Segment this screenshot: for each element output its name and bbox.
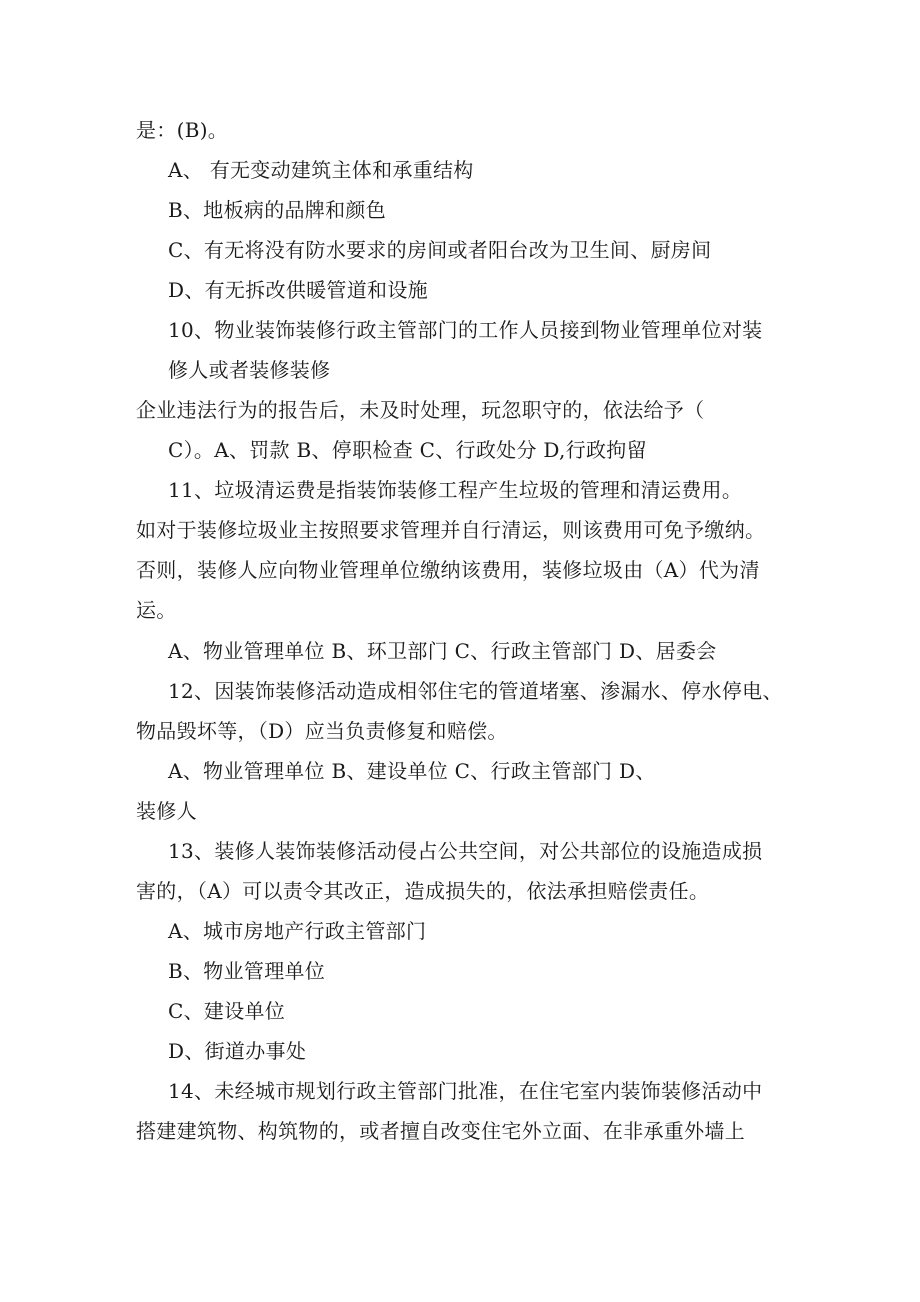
option-line: D、街道办事处 bbox=[168, 1039, 307, 1063]
option-line: A、城市房地产行政主管部门 bbox=[168, 919, 427, 943]
question-line: 12、因装饰装修活动造成相邻住宅的管道堵塞、渗漏水、停水停电、 bbox=[168, 679, 783, 703]
text-line: 否则，装修人应向物业管理单位缴纳该费用，装修垃圾由（A）代为清 bbox=[136, 558, 760, 582]
question-line: 13、装修人装饰装修活动侵占公共空间，对公共部位的设施造成损 bbox=[168, 839, 763, 863]
option-line: A、 有无变动建筑主体和承重结构 bbox=[168, 158, 474, 182]
option-line: C、建设单位 bbox=[168, 999, 286, 1023]
text-line: 物品毁坏等，（D）应当负责修复和赔偿。 bbox=[136, 719, 508, 743]
option-line: A、物业管理单位 B、环卫部门 C、行政主管部门 D、居委会 bbox=[168, 639, 717, 663]
text-line: 是：(B)。 bbox=[136, 118, 229, 142]
option-line: D、有无拆改供暖管道和设施 bbox=[168, 278, 428, 302]
question-line: 11、垃圾清运费是指装饰装修工程产生垃圾的管理和清运费用。 bbox=[168, 478, 743, 502]
option-line: B、地板病的品牌和颜色 bbox=[168, 198, 386, 222]
text-line: 装修人 bbox=[136, 799, 197, 823]
text-line: 害的，（A）可以责令其改正，造成损失的，依法承担赔偿责任。 bbox=[136, 879, 710, 903]
option-line: C）。A、罚款 B、停职检查 C、行政处分 D,行政拘留 bbox=[168, 438, 647, 462]
option-line: B、物业管理单位 bbox=[168, 959, 326, 983]
text-line: 如对于装修垃圾业主按照要求管理并自行清运，则该费用可免予缴纳。 bbox=[136, 518, 766, 542]
question-line: 10、物业装饰装修行政主管部门的工作人员接到物业管理单位对装 bbox=[168, 318, 763, 342]
text-line: 搭建建筑物、构筑物的，或者擅自改变住宅外立面、在非承重外墙上 bbox=[136, 1119, 745, 1143]
question-line: 14、未经城市规划行政主管部门批准，在住宅室内装饰装修活动中 bbox=[168, 1079, 763, 1103]
option-line: A、物业管理单位 B、建设单位 C、行政主管部门 D、 bbox=[168, 759, 656, 783]
text-line: 运。 bbox=[136, 598, 177, 622]
text-line: 修人或者装修装修 bbox=[168, 358, 331, 382]
text-line: 企业违法行为的报告后，未及时处理，玩忽职守的，依法给予（ bbox=[136, 398, 705, 422]
option-line: C、有无将没有防水要求的房间或者阳台改为卫生间、厨房间 bbox=[168, 238, 712, 262]
